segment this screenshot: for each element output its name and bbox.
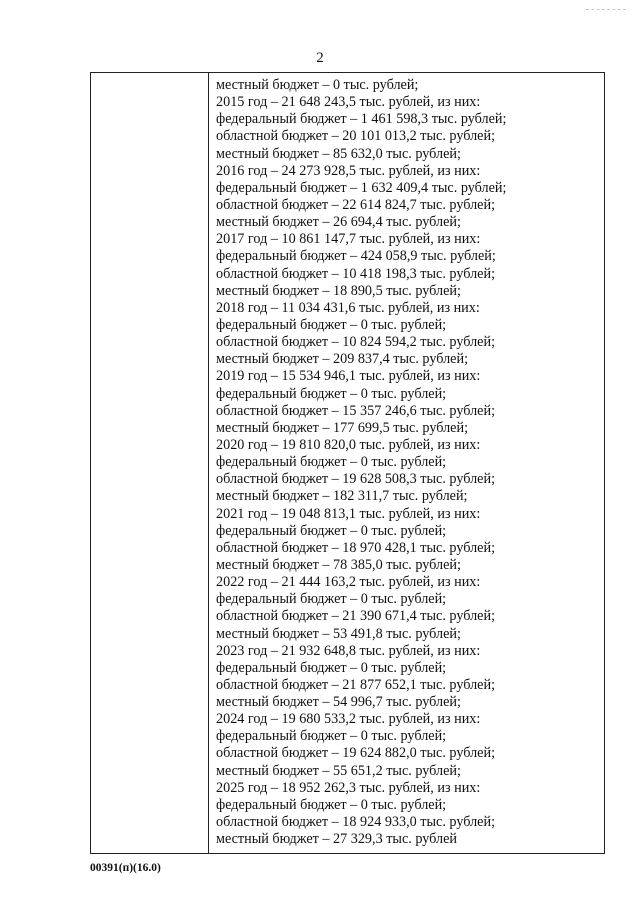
table-right-cell — [209, 73, 604, 853]
funding-line: 2015 год – 21 648 243,5 тыс. рублей, из них: — [216, 94, 481, 111]
funding-line: областной бюджет – 21 877 652,1 тыс. рублей; — [216, 676, 496, 693]
funding-line: областной бюджет – 18 970 428,1 тыс. рублей; — [216, 539, 496, 556]
funding-line: местный бюджет – 18 890,5 тыс. рублей; — [216, 282, 461, 299]
document-code: 00391(п)(16.0) — [90, 862, 161, 874]
funding-line: федеральный бюджет – 0 тыс. рублей; — [216, 659, 447, 676]
page-number: 2 — [316, 50, 324, 66]
funding-line: федеральный бюджет – 0 тыс. рублей; — [216, 728, 447, 745]
funding-line: областной бюджет – 20 101 013,2 тыс. рублей; — [216, 128, 496, 145]
table-left-cell — [91, 73, 209, 853]
funding-line: местный бюджет – 177 699,5 тыс. рублей; — [216, 419, 469, 436]
funding-line: местный бюджет – 78 385,0 тыс. рублей; — [216, 556, 461, 573]
funding-line: 2019 год – 15 534 946,1 тыс. рублей, из них: — [216, 368, 481, 385]
funding-line: местный бюджет – 27 329,3 тыс. рублей — [216, 831, 457, 848]
funding-line: 2023 год – 21 932 648,8 тыс. рублей, из них: — [216, 642, 481, 659]
funding-line: 2022 год – 21 444 163,2 тыс. рублей, из них: — [216, 574, 481, 591]
funding-line: местный бюджет – 55 651,2 тыс. рублей; — [216, 762, 461, 779]
funding-line: областной бюджет – 10 824 594,2 тыс. рублей; — [216, 334, 496, 351]
funding-line: местный бюджет – 53 491,8 тыс. рублей; — [216, 625, 461, 642]
funding-line: областной бюджет – 15 357 246,6 тыс. рублей; — [216, 402, 496, 419]
scan-corner-mark — [586, 9, 626, 10]
funding-line: 2024 год – 19 680 533,2 тыс. рублей, из них: — [216, 711, 481, 728]
funding-line: федеральный бюджет – 0 тыс. рублей; — [216, 454, 447, 471]
funding-line: 2018 год – 11 034 431,6 тыс. рублей, из них: — [216, 299, 480, 316]
funding-line: областной бюджет – 19 628 508,3 тыс. рублей; — [216, 471, 496, 488]
funding-line: федеральный бюджет – 0 тыс. рублей; — [216, 316, 447, 333]
funding-line: федеральный бюджет – 0 тыс. рублей; — [216, 385, 447, 402]
funding-line: областной бюджет – 18 924 933,0 тыс. рублей; — [216, 814, 496, 831]
funding-line: 2020 год – 19 810 820,0 тыс. рублей, из них: — [216, 436, 481, 453]
funding-line: областной бюджет – 10 418 198,3 тыс. рублей; — [216, 265, 496, 282]
funding-line: федеральный бюджет – 0 тыс. рублей; — [216, 796, 447, 813]
funding-line: областной бюджет – 22 614 824,7 тыс. рублей; — [216, 196, 496, 213]
funding-line: федеральный бюджет – 1 461 598,3 тыс. рублей; — [216, 111, 507, 128]
funding-line: 2025 год – 18 952 262,3 тыс. рублей, из них: — [216, 779, 481, 796]
funding-line: 2021 год – 19 048 813,1 тыс. рублей, из них: — [216, 505, 481, 522]
funding-line: федеральный бюджет – 0 тыс. рублей; — [216, 522, 447, 539]
funding-line: федеральный бюджет – 0 тыс. рублей; — [216, 591, 447, 608]
funding-line: федеральный бюджет – 1 632 409,4 тыс. рублей; — [216, 179, 507, 196]
funding-line: областной бюджет – 19 624 882,0 тыс. рублей; — [216, 745, 496, 762]
funding-line: местный бюджет – 209 837,4 тыс. рублей; — [216, 351, 469, 368]
funding-line: местный бюджет – 0 тыс. рублей; — [216, 77, 419, 93]
funding-line: местный бюджет – 85 632,0 тыс. рублей; — [216, 145, 461, 162]
funding-line: областной бюджет – 21 390 671,4 тыс. рублей; — [216, 608, 496, 625]
funding-line: 2017 год – 10 861 147,7 тыс. рублей, из них: — [216, 231, 481, 248]
funding-line: местный бюджет – 26 694,4 тыс. рублей; — [216, 214, 461, 231]
budget-table — [90, 72, 605, 854]
funding-line: федеральный бюджет – 424 058,9 тыс. рублей; — [216, 248, 496, 265]
funding-line: местный бюджет – 182 311,7 тыс. рублей; — [216, 488, 468, 505]
funding-line: местный бюджет – 54 996,7 тыс. рублей; — [216, 694, 461, 711]
funding-line: 2016 год – 24 273 928,5 тыс. рублей, из них: — [216, 162, 481, 179]
